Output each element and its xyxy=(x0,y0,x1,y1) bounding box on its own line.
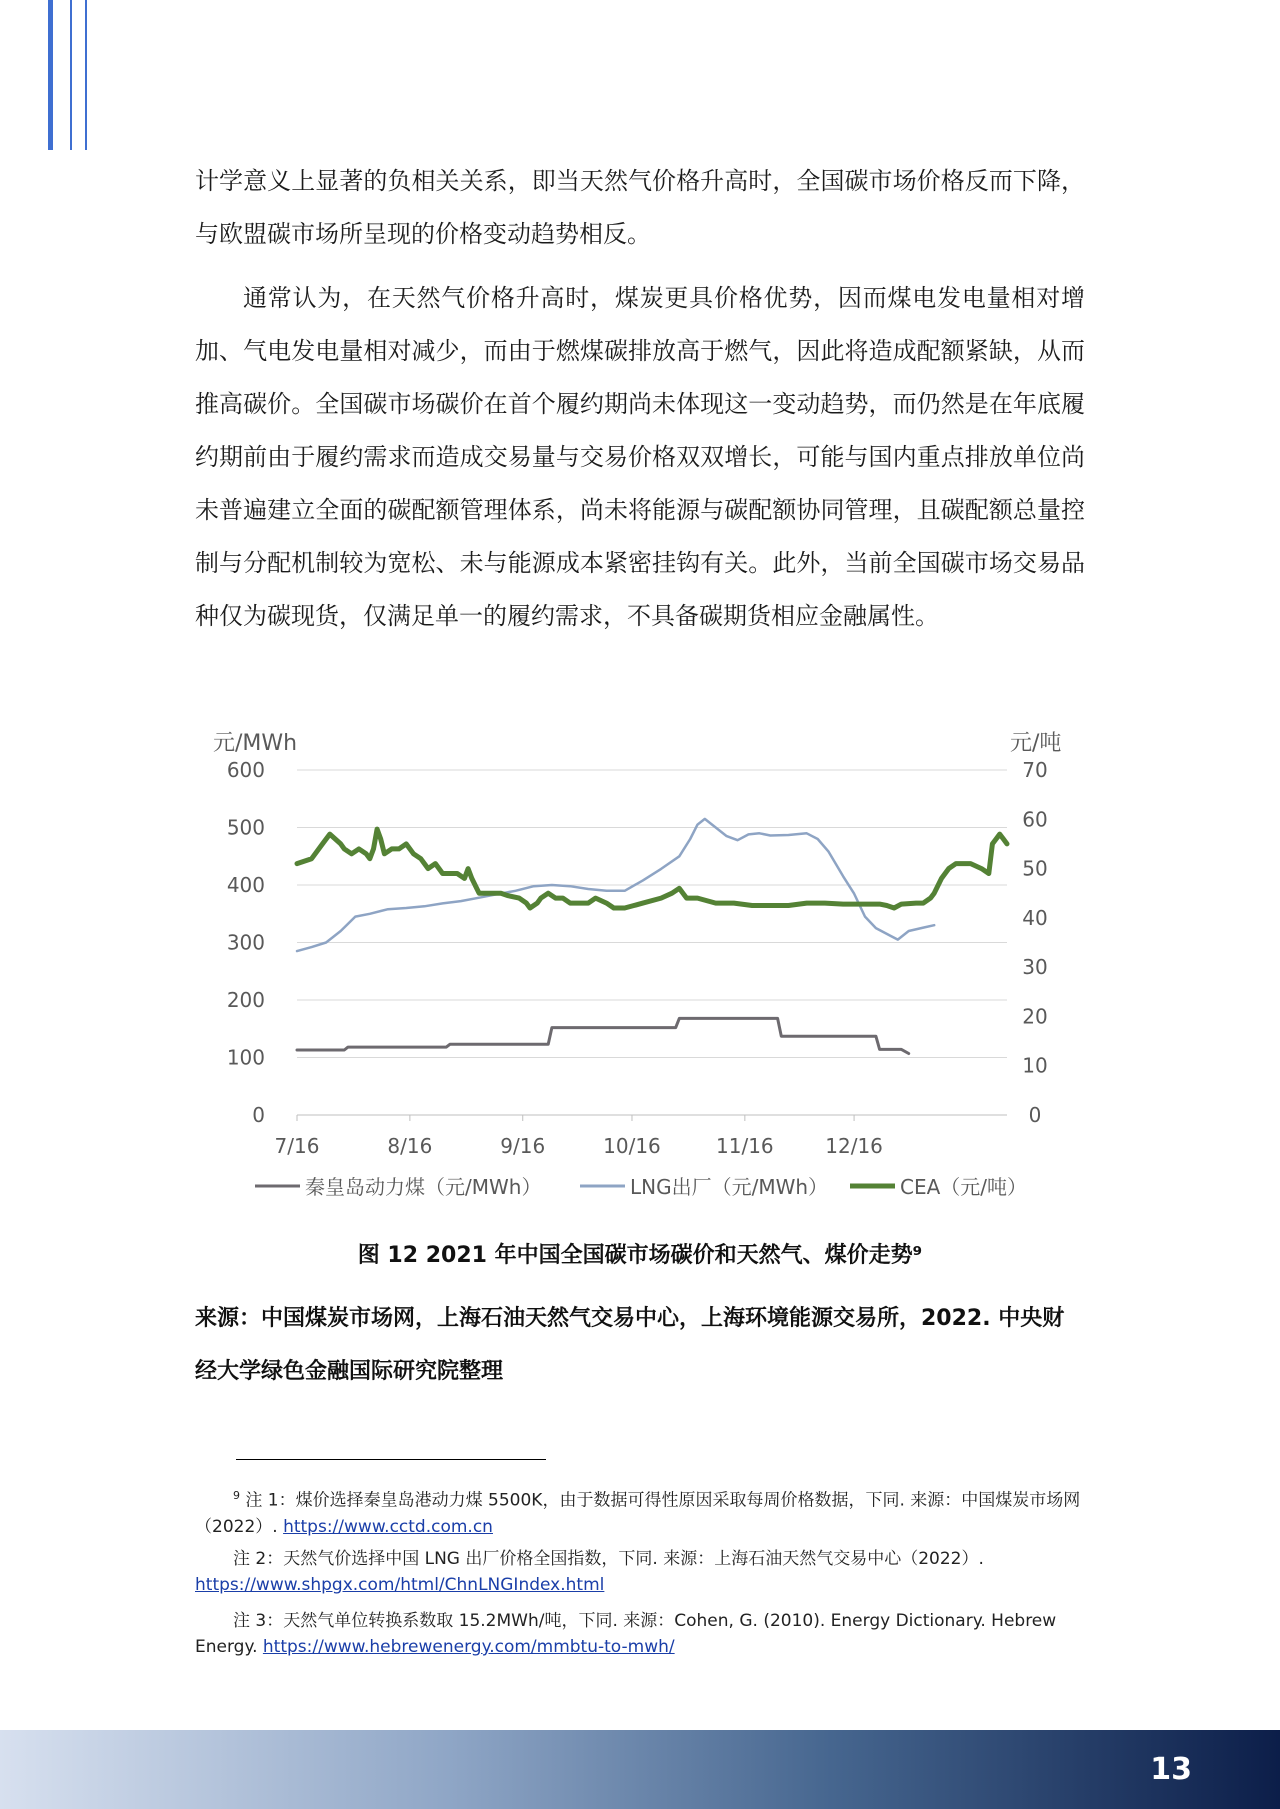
y-left-tick-label: 600 xyxy=(226,758,265,782)
footnote-1-link[interactable]: https://www.cctd.com.cn xyxy=(283,1516,493,1537)
y-right-tick-label: 70 xyxy=(1022,758,1048,782)
footer-band xyxy=(0,1730,1280,1809)
legend-lng-label: LNG出厂（元/MWh） xyxy=(630,1175,829,1199)
x-tick-label: 7/16 xyxy=(274,1134,320,1158)
y-left-tick-label: 100 xyxy=(226,1045,265,1070)
y-left-unit-label: 元/MWh xyxy=(213,731,298,756)
x-tick-label: 8/16 xyxy=(387,1134,433,1158)
coal-price-line xyxy=(297,1018,909,1053)
y-right-tick-label: 50 xyxy=(1022,856,1048,881)
y-right-tick-label: 60 xyxy=(1022,807,1048,832)
y-left-tick-label: 400 xyxy=(226,873,265,897)
y-right-tick-label: 30 xyxy=(1022,955,1048,980)
decorative-bar xyxy=(85,0,87,150)
y-left-tick-label: 300 xyxy=(226,930,265,955)
footnote-2-text: 注 2：天然气价选择中国 LNG 出厂价格全国指数，下同. 来源：上海石油天然气交易中心（2022）. xyxy=(233,1549,984,1569)
footnote-3 xyxy=(195,1608,1085,1660)
footnote-1-text: 注 1：煤价选择秦皇岛港动力煤 5500K，由于数据可得性原因采取每周价格数据，下同. 来源：中国煤炭市场网（2022）. xyxy=(195,1490,1081,1537)
footnote-2-link[interactable]: https://www.shpgx.com/html/ChnLNGIndex.html xyxy=(195,1575,605,1595)
figure-caption: 图 12 2021 年中国全国碳市场碳价和天然气、煤价走势⁹ xyxy=(357,1243,923,1268)
y-left-tick-label: 200 xyxy=(226,988,265,1012)
footnote-2 xyxy=(195,1546,1085,1598)
y-left-tick-label: 500 xyxy=(226,815,265,840)
cea-price-line xyxy=(297,829,1007,908)
footnote-separator xyxy=(236,1459,546,1460)
y-right-tick-label: 40 xyxy=(1022,905,1048,930)
y-right-unit-label: 元/吨 xyxy=(1010,731,1062,756)
footnote-3-link[interactable]: https://www.hebrewenergy.com/mmbtu-to-mwh/ xyxy=(262,1637,675,1657)
x-tick-label: 12/16 xyxy=(825,1134,883,1158)
footnote-3-text: 注 3：天然气单位转换系数取 15.2MWh/吨，下同. 来源：Cohen, G. (2010). Energy Dictionary. Hebrew Energy. xyxy=(195,1611,1057,1657)
price-trend-chart xyxy=(195,720,1095,1200)
figure-source: 来源：中国煤炭市场网，上海石油天然气交易中心，上海环境能源交易所，2022. 中央财经大学绿色金融国际研究院整理 xyxy=(195,1306,1065,1384)
y-left-tick-label: 0 xyxy=(252,1103,265,1127)
legend-cea-label: CEA（元/吨） xyxy=(900,1175,1028,1199)
x-tick-label: 11/16 xyxy=(716,1134,774,1158)
y-right-tick-label: 0 xyxy=(1028,1103,1042,1127)
x-tick-label: 9/16 xyxy=(500,1134,546,1158)
legend-coal-label: 秦皇岛动力煤（元/MWh） xyxy=(305,1175,542,1199)
y-right-tick-label: 10 xyxy=(1022,1053,1048,1078)
paragraph-2: 通常认为，在天然气价格升高时，煤炭更具价格优势，因而煤电发电量相对增加、气电发电量相对减少，而由于燃煤碳排放高于燃气，因此将造成配额紧缺，从而推高碳价。全国碳市场碳价在首个履约期尚未体现这一变动趋势，而仍然是在年底履约期前由于履约需求而造成交易量与交易价格双双增长，可能与国内重点排放单位尚未普遍建立全面的碳配额管理体系，尚未将能源与碳配额协同管理，且碳配额总量控制与分配机制较为宽松、未与能源成本紧密挂钩有关。此外，当前全国碳市场交易品种仅为碳现货，仅满足单一的履约需求，不具备碳期货相应金融属性。 xyxy=(195,284,1085,630)
y-right-tick-label: 20 xyxy=(1022,1004,1048,1029)
footnote-mark: 9 xyxy=(233,1489,240,1502)
paragraph-1: 计学意义上显著的负相关关系，即当天然气价格升高时，全国碳市场价格反而下降，与欧盟碳市场所呈现的价格变动趋势相反。 xyxy=(195,167,1085,248)
decorative-bar xyxy=(48,0,53,150)
x-tick-label: 10/16 xyxy=(603,1134,661,1158)
footnote-1 xyxy=(195,1483,1085,1540)
decorative-bar xyxy=(70,0,72,150)
page-number: 13 xyxy=(1150,1752,1192,1787)
